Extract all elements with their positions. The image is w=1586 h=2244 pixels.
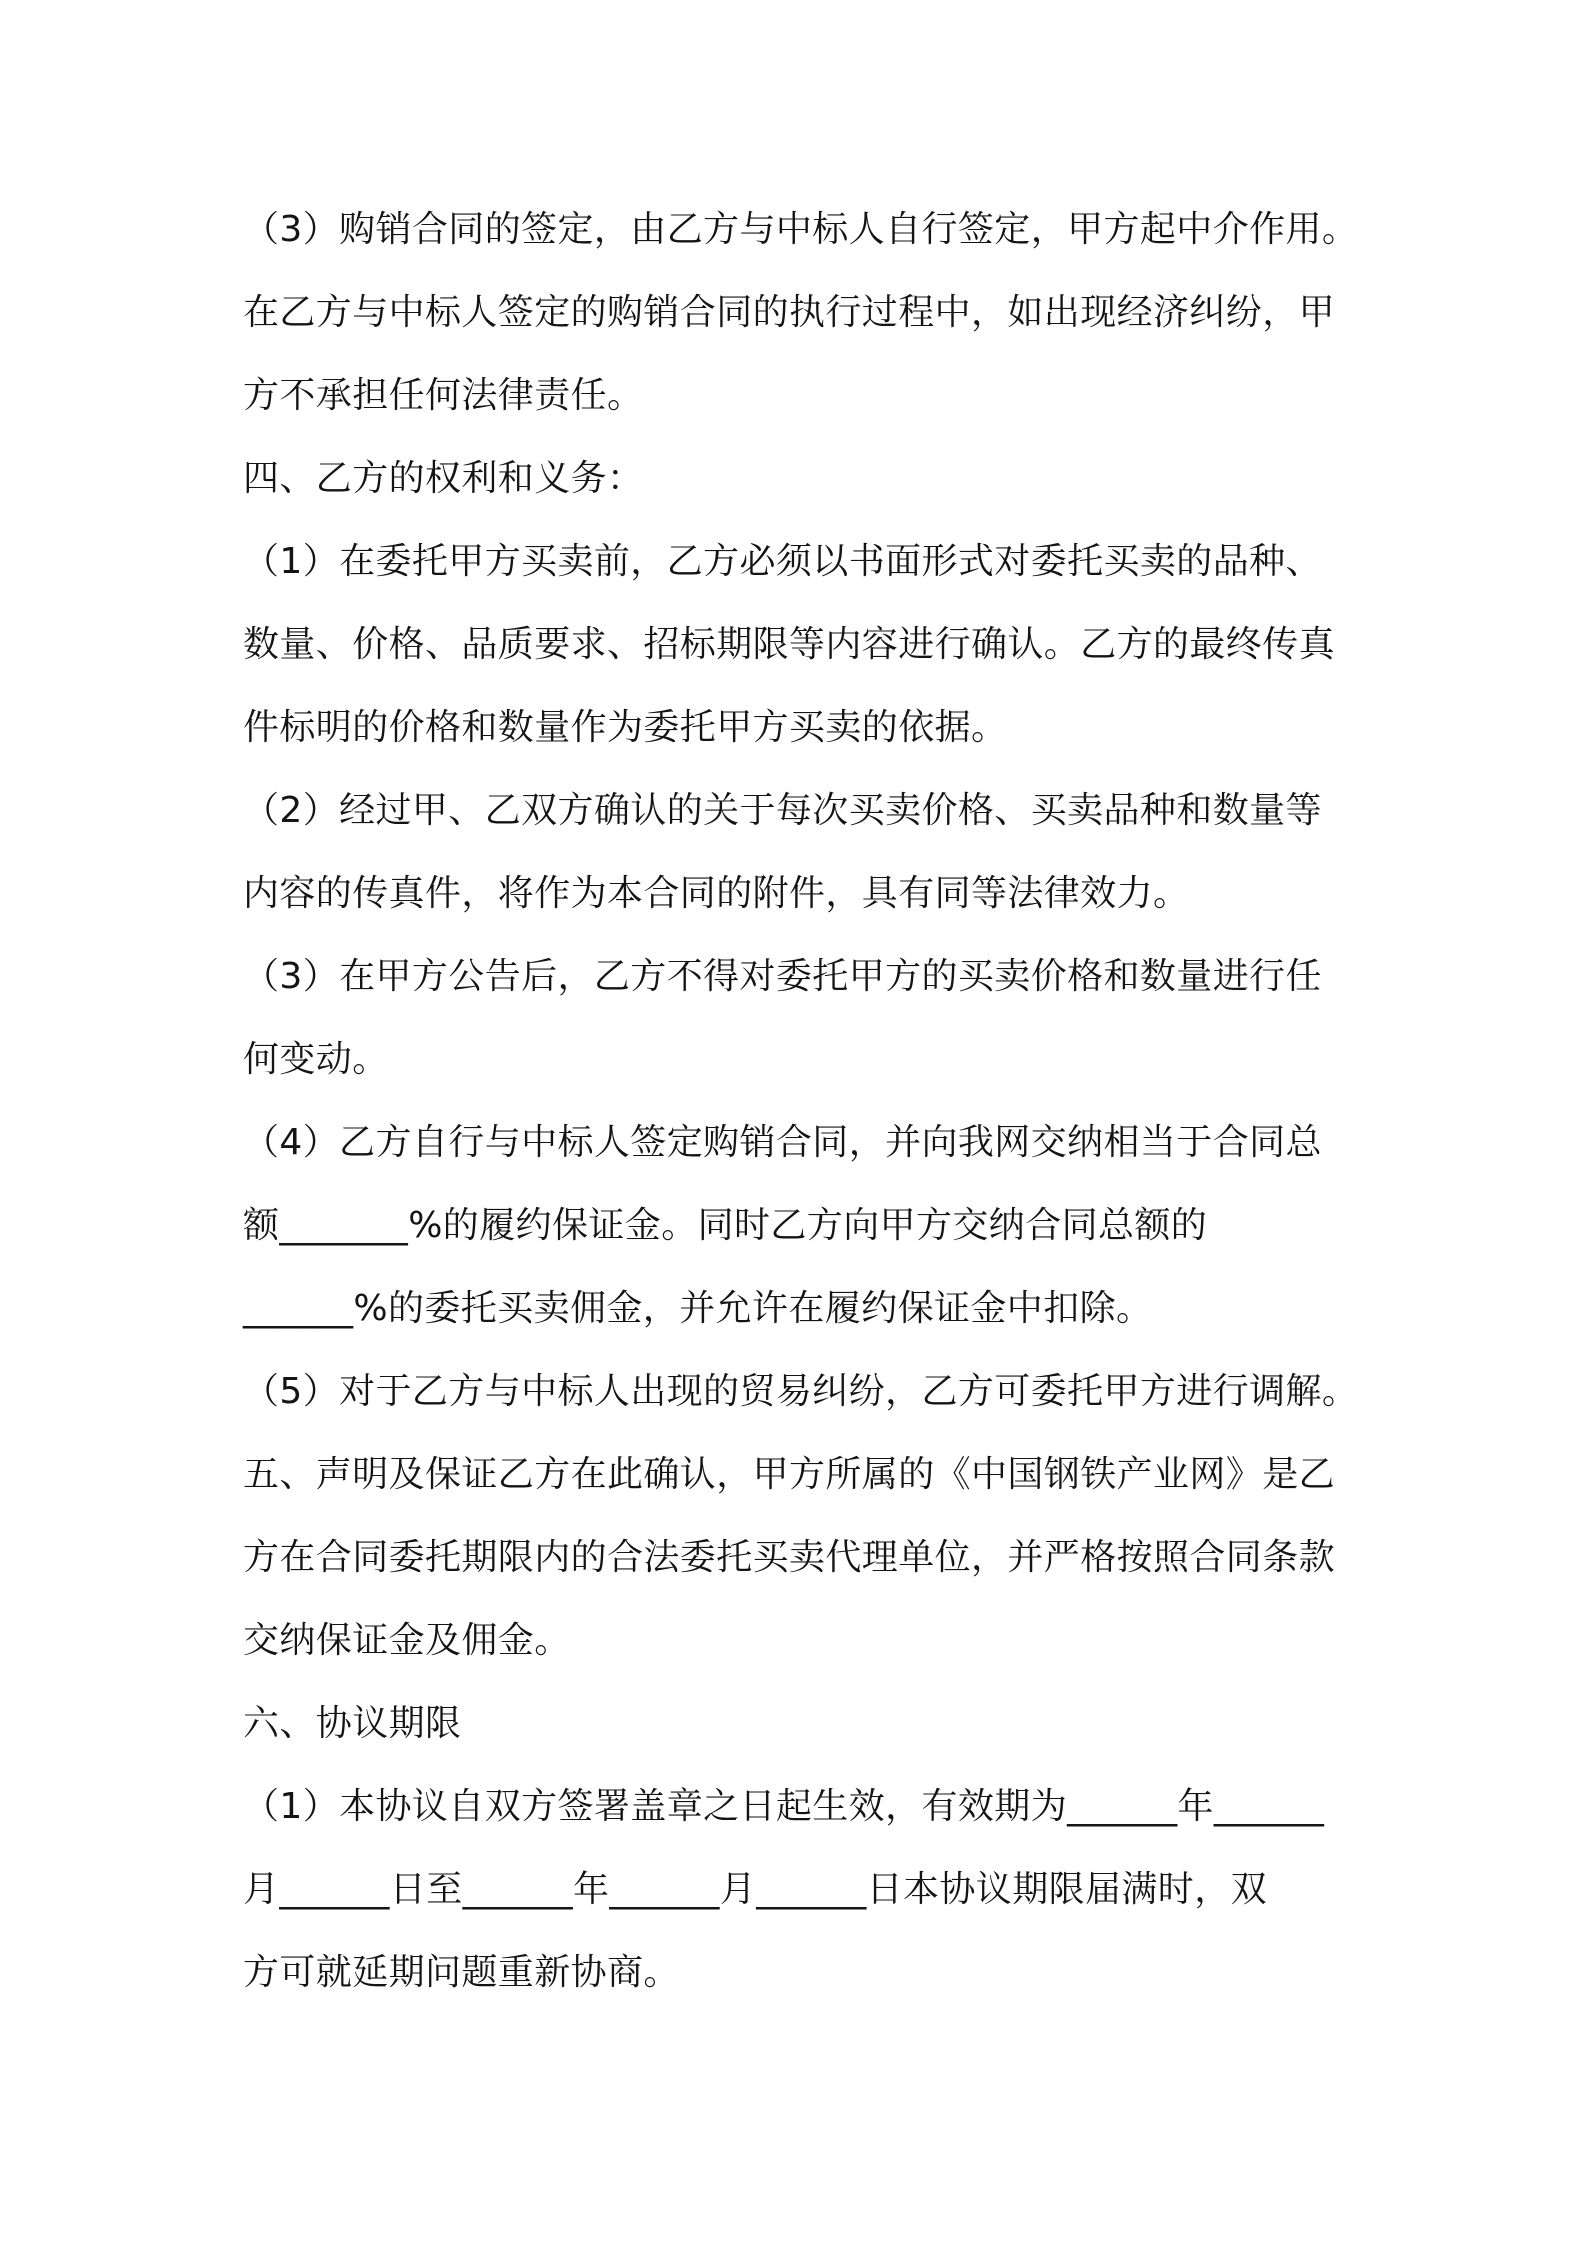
clause-4-2-line-1: （2）经过甲、乙双方确认的关于每次买卖价格、买卖品种和数量等 [243, 790, 1322, 831]
contract-body [243, 188, 1363, 2014]
clause-4-5-line-1: （5）对于乙方与中标人出现的贸易纠纷，乙方可委托甲方进行调解。 [243, 1371, 1359, 1412]
section-5-line-3: 交纳保证金及佣金。 [243, 1620, 571, 1661]
clause-4-1-line-1: （1）在委托甲方买卖前，乙方必须以书面形式对委托买卖的品种、 [243, 541, 1322, 582]
clause-4-1-line-3: 件标明的价格和数量作为委托甲方买卖的依据。 [243, 707, 1008, 748]
clause-4-4-line-1: （4）乙方自行与中标人签定购销合同，并向我网交纳相当于合同总 [243, 1122, 1322, 1163]
clause-3-3-line-3: 方不承担任何法律责任。 [243, 375, 644, 416]
section-5-line-2: 方在合同委托期限内的合法委托买卖代理单位，并严格按照合同条款 [243, 1537, 1336, 1578]
clause-4-4-line-2: 额_______%的履约保证金。同时乙方向甲方交纳合同总额的 [243, 1205, 1208, 1246]
clause-4-3-line-2: 何变动。 [243, 1039, 389, 1080]
clause-4-3-line-1: （3）在甲方公告后，乙方不得对委托甲方的买卖价格和数量进行任 [243, 956, 1322, 997]
section-5-line-1: 五、声明及保证乙方在此确认，甲方所属的《中国钢铁产业网》是乙 [243, 1454, 1336, 1495]
clause-6-1-line-2: 月______日至______年______月______日本协议期限届满时，双 [243, 1869, 1267, 1910]
clause-4-4-line-3: ______%的委托买卖佣金，并允许在履约保证金中扣除。 [243, 1288, 1153, 1329]
clause-6-1-line-3: 方可就延期问题重新协商。 [243, 1952, 680, 1993]
section-4-heading: 四、乙方的权利和义务： [243, 458, 644, 499]
clause-3-3-line-2: 在乙方与中标人签定的购销合同的执行过程中，如出现经济纠纷，甲 [243, 292, 1336, 333]
clause-4-2-line-2: 内容的传真件，将作为本合同的附件，具有同等法律效力。 [243, 873, 1190, 914]
clause-3-3-line-1: （3）购销合同的签定，由乙方与中标人自行签定，甲方起中介作用。 [243, 209, 1359, 250]
section-6-heading: 六、协议期限 [243, 1703, 462, 1744]
clause-4-1-line-2: 数量、价格、品质要求、招标期限等内容进行确认。乙方的最终传真 [243, 624, 1336, 665]
clause-6-1-line-1: （1）本协议自双方签署盖章之日起生效，有效期为______年______ [243, 1786, 1325, 1827]
